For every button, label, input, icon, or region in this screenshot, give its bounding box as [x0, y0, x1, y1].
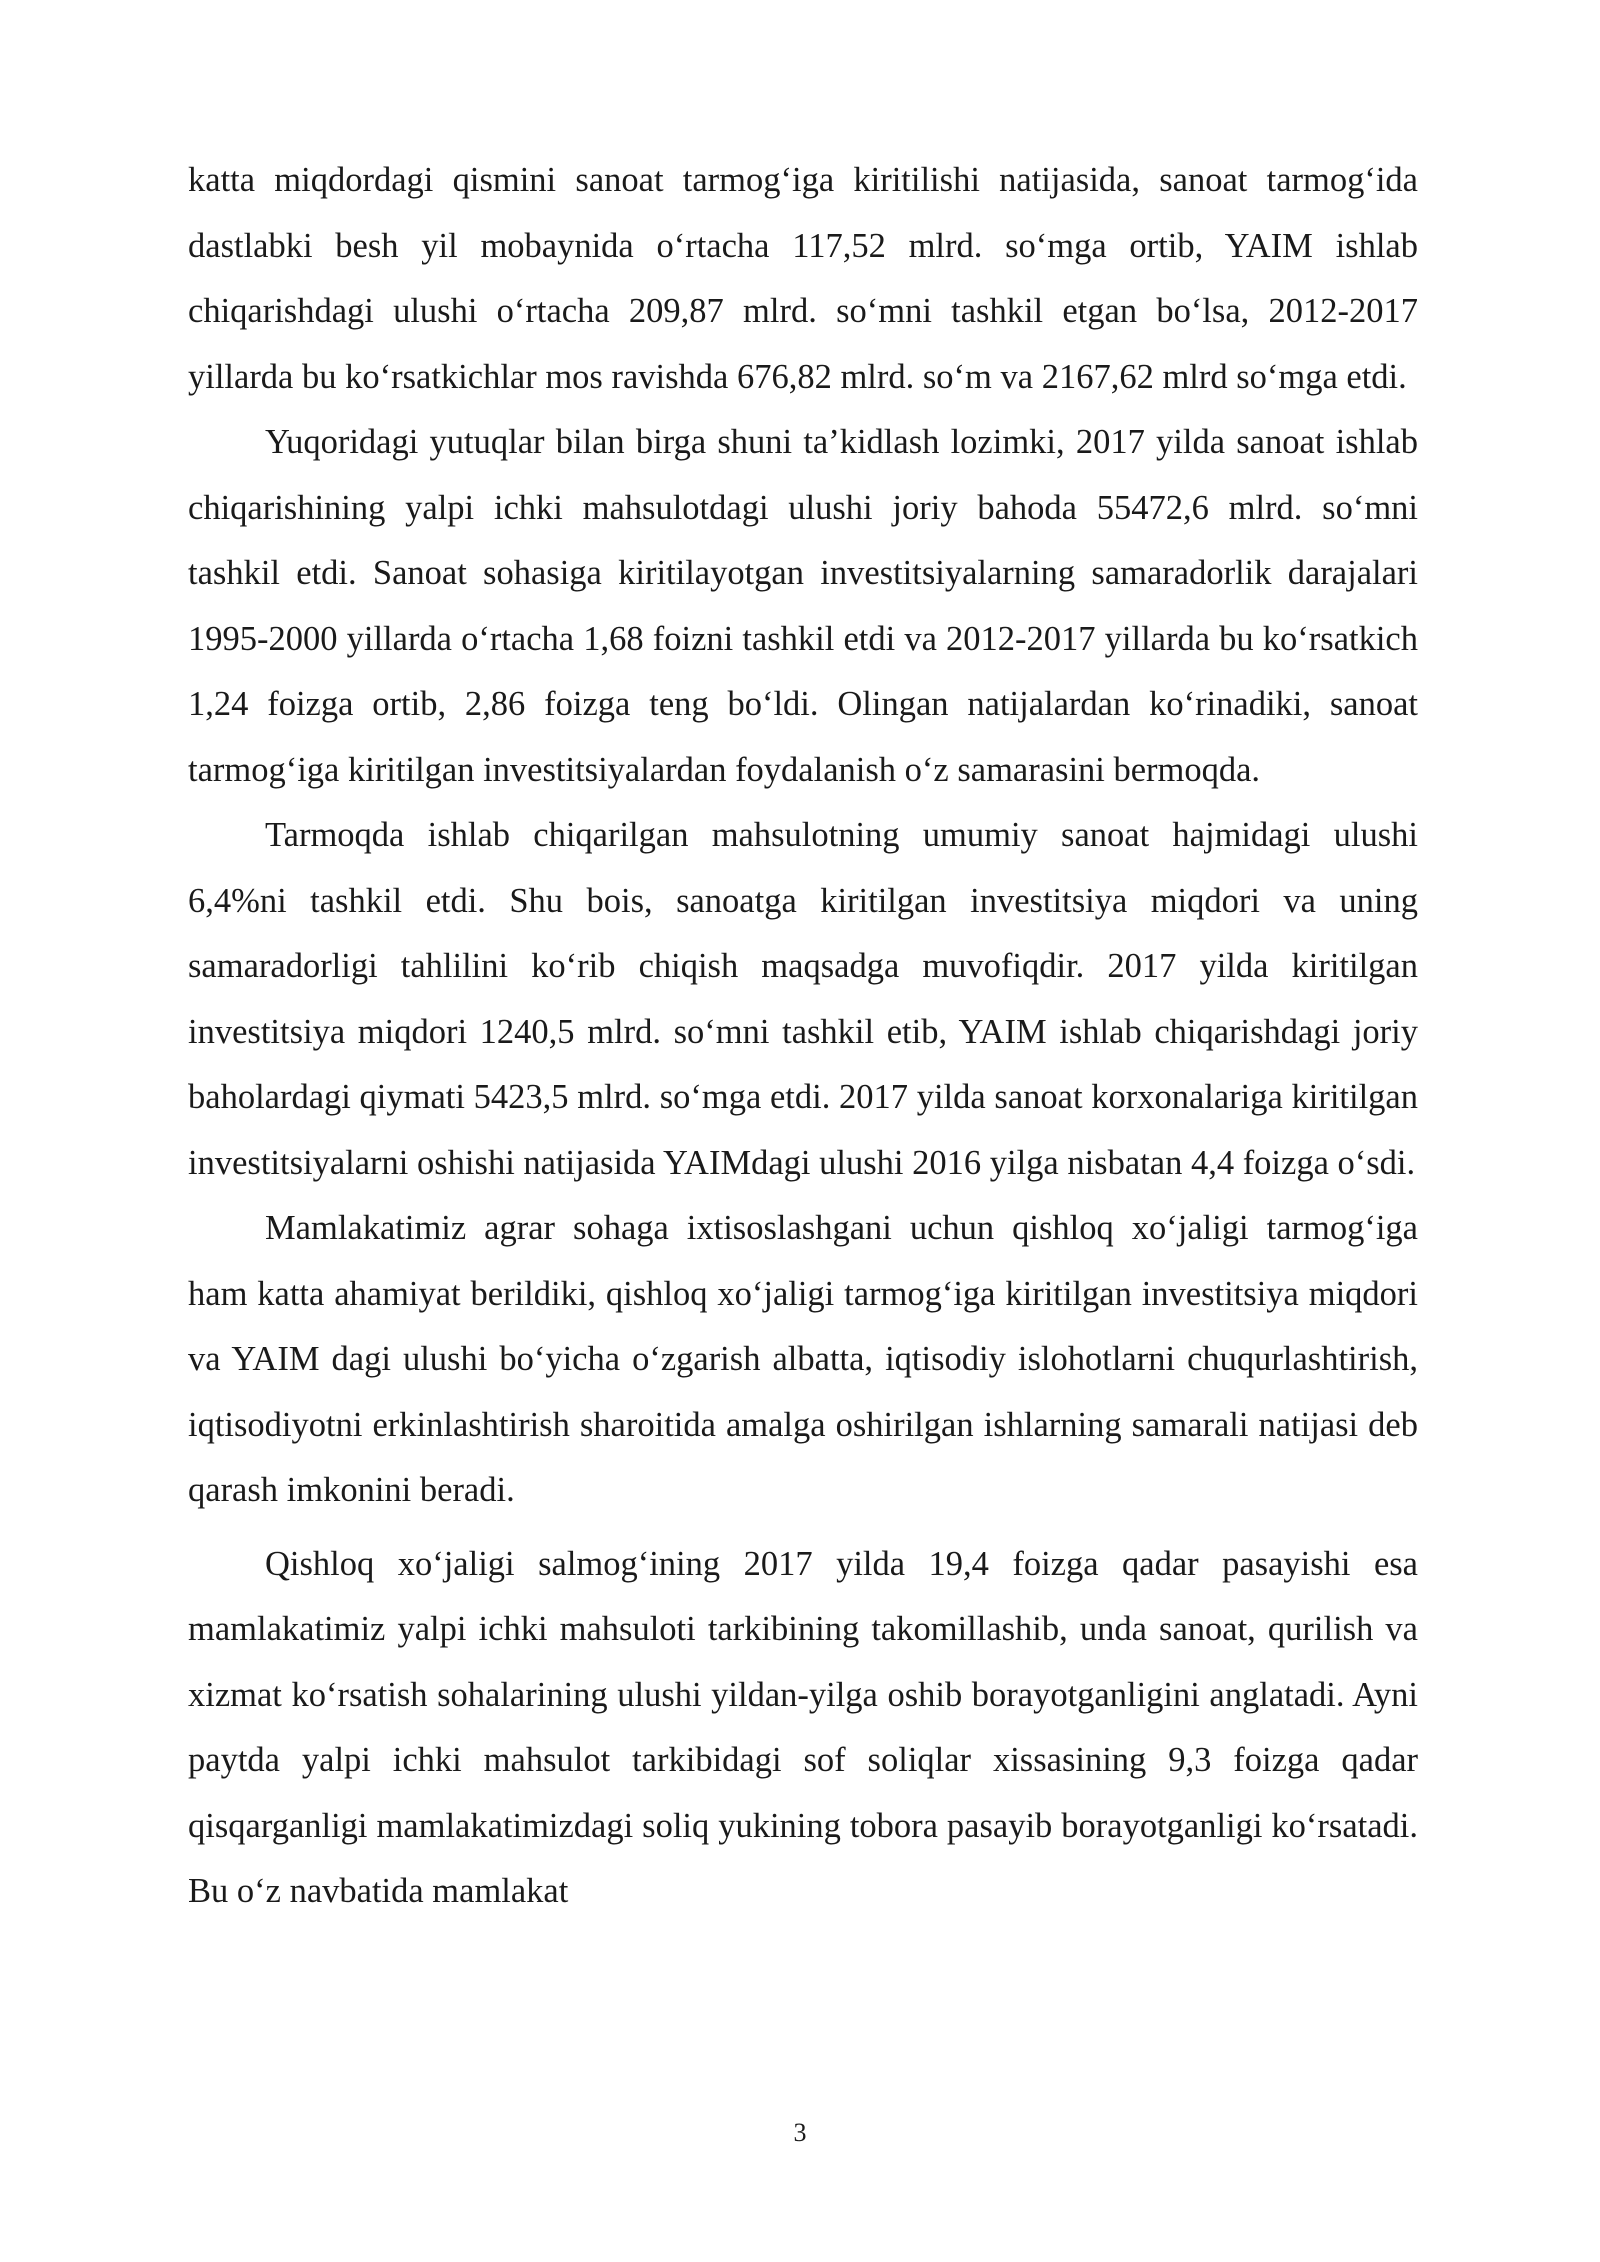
paragraph-continuation: katta miqdordagi qismini sanoat tarmog‘iga kiritilishi natijasida, sanoat tarmog‘ida dastlabki besh yil mobaynida o‘rtacha 117,52 mlrd. so‘mga ortib, YAIM ishlab chiqarishdagi ulushi o‘rtacha 209,87 mlrd. so‘mni tashkil etgan bo‘lsa, 2012-2017 yillarda bu ko‘rsatkichlar mos ravishda 676,82 mlrd. so‘m va 2167,62 mlrd so‘mga etdi. — [188, 161, 1418, 396]
paragraph-agriculture-sector: Mamlakatimiz agrar sohaga ixtisoslashgani uchun qishloq xo‘jaligi tarmog‘iga ham katta ahamiyat berildiki, qishloq xo‘jaligi tarmog‘iga kiritilgan investitsiya miqdori va YAIM dagi ulushi bo‘yicha o‘zgarish albatta, iqtisodiy islohotlarni chuqurlashtirish, iqtisodiyotni erkinlashtirish sharoitida amalga oshirilgan ishlarning samarali natijasi deb qarash imkonini beradi. — [188, 1209, 1418, 1509]
body-text — [188, 148, 1418, 1925]
page-number: 3 — [793, 2118, 807, 2147]
paragraph-industry-gdp-share: Yuqoridagi yutuqlar bilan birga shuni ta’kidlash lozimki, 2017 yilda sanoat ishlab chiqarishining yalpi ichki mahsulotdagi ulushi joriy bahoda 55472,6 mlrd. so‘mni tashkil etdi. Sanoat sohasiga kiritilayotgan investitsiyalarning samaradorlik darajalari 1995-2000 yillarda o‘rtacha 1,68 foizni tashkil etdi va 2012-2017 yillarda bu ko‘rsatkich 1,24 foizga ortib, 2,86 foizga teng bo‘ldi. Olingan natijalardan ko‘rinadiki, sanoat tarmog‘iga kiritilgan investitsiyalardan foydalanish o‘z samarasini bermoqda. — [188, 423, 1418, 789]
paragraph-investment-efficiency: Tarmoqda ishlab chiqarilgan mahsulotning umumiy sanoat hajmidagi ulushi 6,4%ni tashkil etdi. Shu bois, sanoatga kiritilgan investitsiya miqdori va uning samaradorligi tahlilini ko‘rib chiqish maqsadga muvofiqdir. 2017 yilda kiritilgan investitsiya miqdori 1240,5 mlrd. so‘mni tashkil etib, YAIM ishlab chiqarishdagi joriy baholardagi qiymati 5423,5 mlrd. so‘mga etdi. 2017 yilda sanoat korxonalariga kiritilgan investitsiyalarni oshishi natijasida YAIMdagi ulushi 2016 yilga nisbatan 4,4 foizga o‘sdi. — [188, 816, 1418, 1182]
paragraph-agriculture-decline: Qishloq xo‘jaligi salmog‘ining 2017 yilda 19,4 foizga qadar pasayishi esa mamlakatimiz yalpi ichki mahsuloti tarkibining takomillashib, unda sanoat, qurilish va xizmat ko‘rsatish sohalarining ulushi yildan-yilga oshib borayotganligini anglatadi. Ayni paytda yalpi ichki mahsulot tarkibidagi sof soliqlar xissasining 9,3 foizga qadar qisqarganligi mamlakatimizdagi soliq yukining tobora pasayib borayotganligi ko‘rsatadi. Bu o‘z navbatida mamlakat — [188, 1544, 1418, 1910]
